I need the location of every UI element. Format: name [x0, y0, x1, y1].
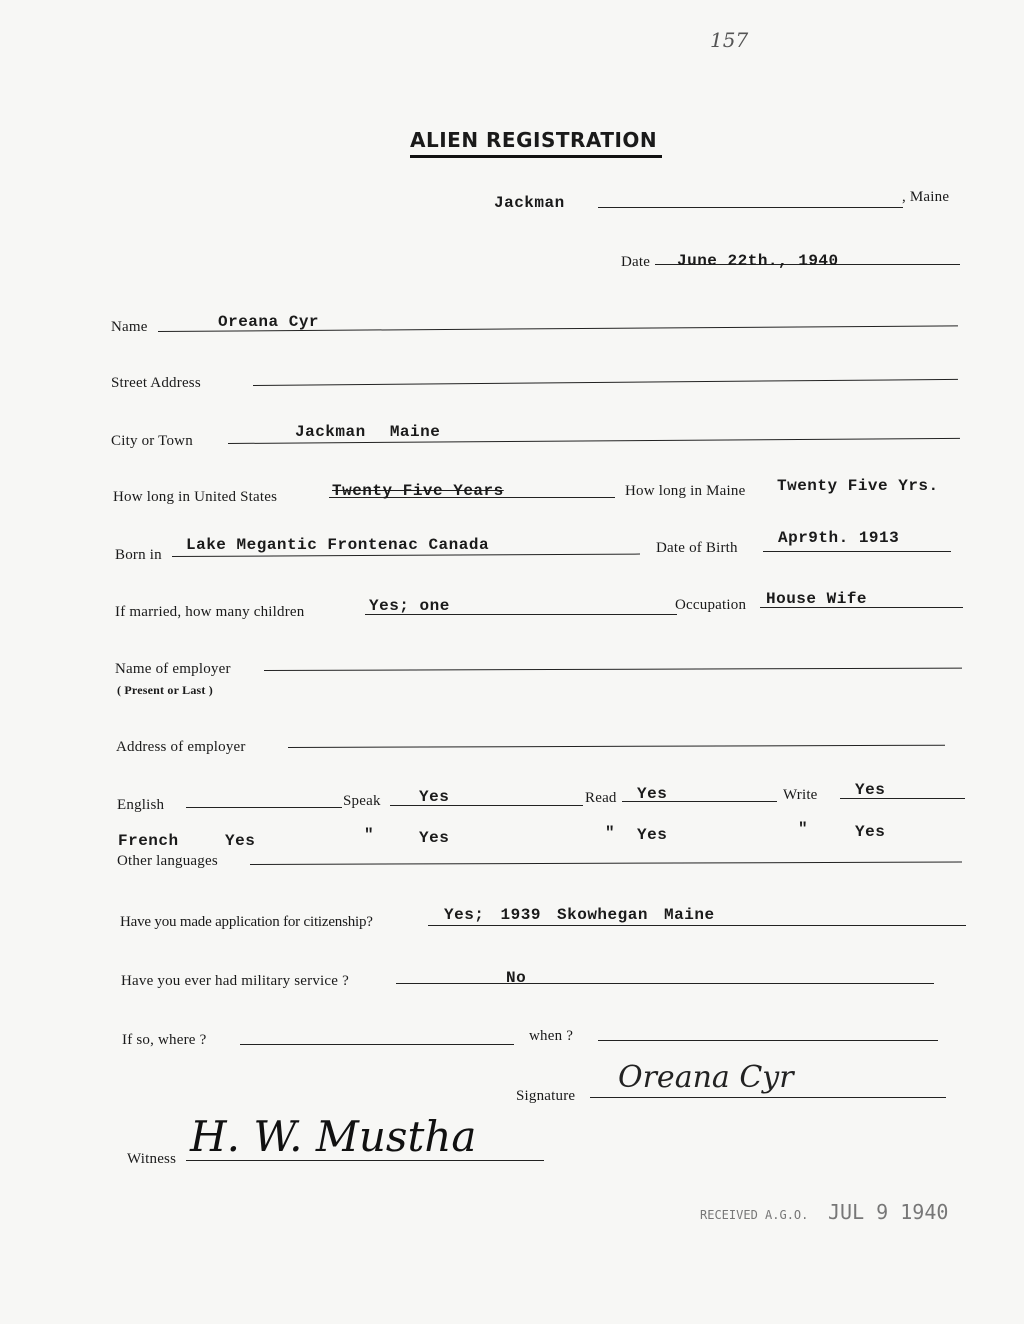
stamp-text: RECEIVED A.G.O. [700, 1208, 809, 1222]
name-label: Name [111, 319, 148, 335]
other-read-value: Yes [637, 826, 668, 844]
where-label: If so, where ? [122, 1032, 207, 1048]
where-line [240, 1044, 514, 1045]
city-value: Jackman Maine [295, 423, 441, 441]
witness-value: H. W. Mustha [190, 1112, 477, 1161]
page-number: 157 [710, 28, 749, 52]
speak-label: Speak [343, 793, 381, 809]
town-line [598, 207, 903, 208]
how-long-maine-label: How long in Maine [625, 483, 746, 499]
citizenship-label: Have you made application for citizenship? [120, 914, 373, 930]
employer-label: Name of employer [115, 661, 231, 677]
other-write-value: Yes [855, 823, 886, 841]
other-languages-label: Other languages [117, 853, 218, 869]
signature-label: Signature [516, 1088, 576, 1104]
date-value: June 22th., 1940 [677, 252, 839, 270]
received-stamp [700, 1200, 948, 1224]
how-long-us-label: How long in United States [113, 489, 278, 505]
employer-address-line [288, 745, 945, 748]
military-label: Have you ever had military service ? [121, 973, 349, 989]
employer-line [264, 668, 962, 671]
when-line [598, 1040, 938, 1041]
how-long-us-value: Twenty Five Years [332, 482, 504, 500]
when-label: when ? [529, 1028, 574, 1044]
ditto-speak: " [364, 826, 375, 844]
how-long-maine-value: Twenty Five Yrs. [777, 477, 939, 495]
english-write-value: Yes [855, 781, 886, 799]
employer-address-label: Address of employer [116, 739, 246, 755]
citizenship-line [428, 925, 966, 926]
occupation-label: Occupation [675, 597, 747, 613]
employer-sublabel: ( Present or Last ) [117, 683, 214, 697]
witness-label: Witness [127, 1151, 177, 1167]
children-label: If married, how many children [115, 604, 305, 620]
born-in-label: Born in [115, 547, 162, 563]
date-of-birth-line [763, 551, 951, 552]
other-language-name: French [118, 832, 179, 850]
children-value: Yes; one [369, 597, 450, 615]
name-value: Oreana Cyr [218, 313, 320, 331]
other-languages-line [250, 862, 962, 865]
born-in-value: Lake Megantic Frontenac Canada [186, 536, 490, 554]
date-of-birth-label: Date of Birth [656, 540, 738, 556]
street-address-label: Street Address [111, 375, 201, 391]
date-of-birth-value: Apr9th. 1913 [778, 529, 900, 547]
state-label: , Maine [902, 189, 950, 205]
stamp-date: JUL 9 1940 [828, 1200, 949, 1224]
english-line [186, 807, 342, 808]
other-language-value: Yes [225, 832, 256, 850]
english-speak-value: Yes [419, 788, 450, 806]
ditto-write: " [798, 820, 809, 838]
english-read-value: Yes [637, 785, 668, 803]
military-line [396, 983, 934, 984]
other-speak-value: Yes [419, 829, 450, 847]
form-title: ALIEN REGISTRATION [410, 128, 658, 152]
city-label: City or Town [111, 433, 193, 449]
date-label: Date [621, 254, 651, 270]
occupation-value: House Wife [766, 590, 868, 608]
military-value: No [506, 969, 527, 987]
signature-line [590, 1097, 946, 1098]
read-label: Read [585, 790, 617, 806]
citizenship-value: Yes; 1939 Skowhegan Maine [444, 906, 715, 924]
town-value: Jackman [494, 194, 565, 212]
signature-value: Oreana Cyr [618, 1060, 794, 1095]
street-address-line [253, 379, 958, 386]
born-in-line [172, 554, 640, 557]
english-label: English [117, 797, 165, 813]
ditto-read: " [605, 824, 616, 842]
write-label: Write [783, 787, 818, 803]
title-underline [410, 155, 662, 158]
